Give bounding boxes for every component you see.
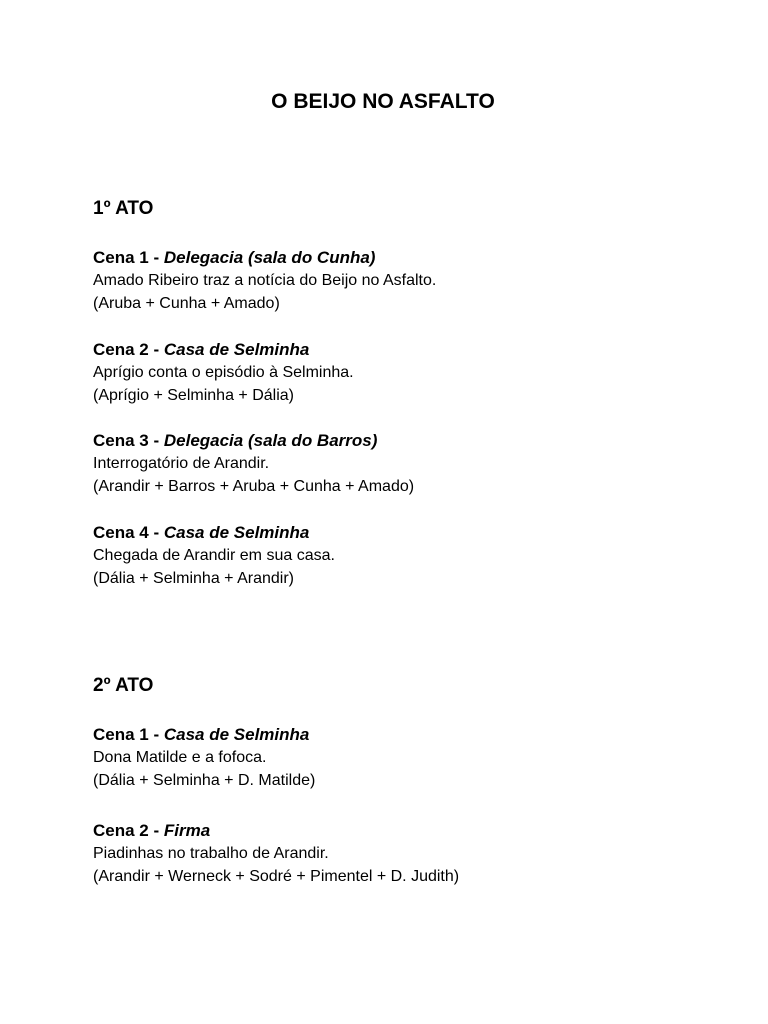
scene-place: Firma <box>163 821 211 840</box>
scene-heading <box>93 820 733 842</box>
scene-characters: (Aruba + Cunha + Amado) <box>93 295 280 312</box>
scene-label: Cena 2 - <box>93 340 164 359</box>
scene-summary: Dona Matilde e a fofoca. <box>93 749 267 766</box>
act-1-scene-4 <box>93 522 733 590</box>
scene-place: Delegacia (sala do Cunha) <box>163 248 376 267</box>
act-1-scene-3 <box>93 430 733 498</box>
act-2-heading: 2º ATO <box>93 675 154 696</box>
act-1-heading: 1º ATO <box>93 198 154 219</box>
scene-heading <box>93 724 733 746</box>
scene-place: Casa de Selminha <box>163 340 310 359</box>
scene-summary: Interrogatório de Arandir. <box>93 455 270 472</box>
act-1-scene-2 <box>93 339 733 407</box>
scene-characters: (Arandir + Barros + Aruba + Cunha + Amado) <box>93 478 415 495</box>
scene-summary: Chegada de Arandir em sua casa. <box>93 547 335 564</box>
document-title: O BEIJO NO ASFALTO <box>271 90 495 113</box>
scene-place: Casa de Selminha <box>163 725 310 744</box>
scene-characters: (Dália + Selminha + Arandir) <box>93 570 294 587</box>
scene-characters: (Dália + Selminha + D. Matilde) <box>93 772 316 789</box>
scene-label: Cena 4 - <box>93 523 164 542</box>
act-2-scene-2 <box>93 820 733 888</box>
scene-label: Cena 1 - <box>93 725 164 744</box>
scene-label: Cena 1 - <box>93 248 164 267</box>
scene-label: Cena 3 - <box>93 431 164 450</box>
scene-heading <box>93 247 733 269</box>
scene-summary: Amado Ribeiro traz a notícia do Beijo no Asfalto. <box>93 272 437 289</box>
act-1-scene-1 <box>93 247 733 315</box>
scene-heading <box>93 339 733 361</box>
act-2-scene-1 <box>93 724 733 792</box>
scene-summary: Piadinhas no trabalho de Arandir. <box>93 845 329 862</box>
scene-characters: (Arandir + Werneck + Sodré + Pimentel + D. Judith) <box>93 868 460 885</box>
scene-heading <box>93 430 733 452</box>
scene-heading <box>93 522 733 544</box>
scene-characters: (Aprígio + Selminha + Dália) <box>93 387 294 404</box>
scene-place: Casa de Selminha <box>163 523 310 542</box>
scene-label: Cena 2 - <box>93 821 164 840</box>
scene-summary: Aprígio conta o episódio à Selminha. <box>93 364 354 381</box>
scene-place: Delegacia (sala do Barros) <box>163 431 378 450</box>
